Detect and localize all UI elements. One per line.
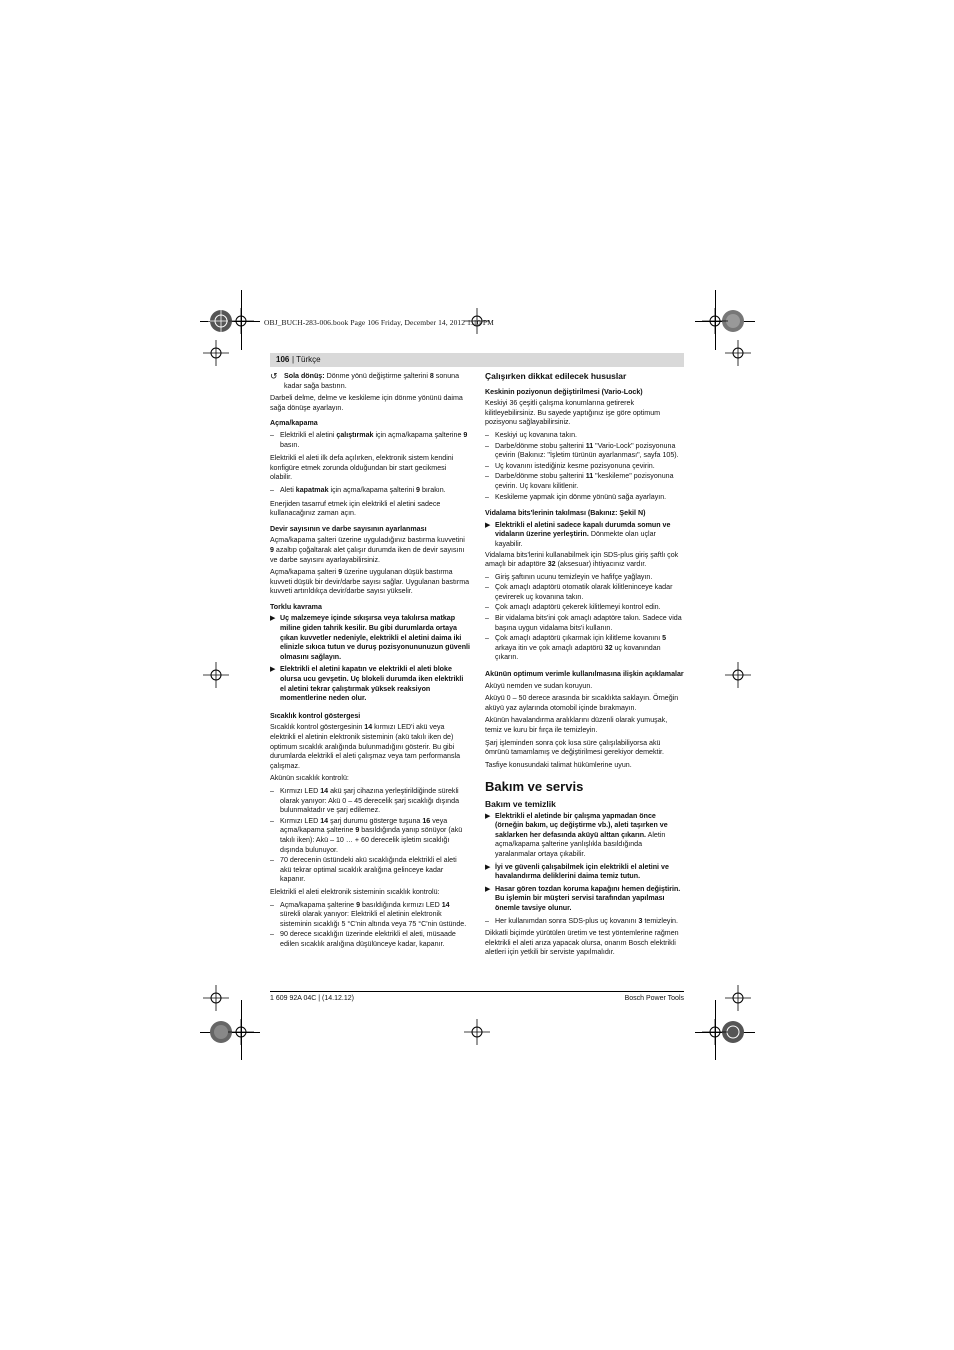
list-item: – Uç kovanını istediğiniz kesme pozisyonuna çevirin.	[485, 461, 655, 470]
page-number: 106	[276, 355, 290, 364]
arrow-icon: ▶	[485, 811, 491, 820]
section-heading: Çalışırken dikkat edilecek hususlar	[485, 371, 627, 381]
crosshair-mark-icon	[228, 308, 254, 334]
paragraph: Darbeli delme, delme ve keskileme için dönme yönünü daima sağa dönüşe ayarlayın.	[270, 394, 463, 412]
warning-item: ▶ Hasar gören tozdan koruma kapağını hemen değiştirin. Bu işlemin bir müşteri servisi tarafından yapılması önemle tavsiye olunur.	[485, 884, 681, 912]
warning-item: ▶ Elektrikli el aletini sadece kapalı durumda somun ve vidaların üzerine yerleştirin. Dönmekte olan uçlar kayabilir.	[485, 520, 671, 548]
list-item: – Çok amaçlı adaptörü çıkarmak için kilitleme kovanını 5 arkaya itin ve çok amaçlı adaptörü 32 uç kovanından çıkarın.	[485, 634, 667, 662]
list-item: – Her kullanımdan sonra SDS-plus uç kovanını 3 temizleyin.	[485, 916, 678, 925]
paragraph: Elektrikli el aleti elektronik sisteminin sıcaklık kontrolü:	[270, 887, 440, 896]
crosshair-mark-icon	[725, 662, 751, 688]
paragraph: Sıcaklık kontrol göstergesinin 14 kırmızı LED'i akü veya elektrikli el aletinin elektronik sisteminin (akü takılı iken de) optimum sıcaklık aralığında bulunmadığını gösterir. Bu gibi durumlarda elektrikli el aleti çalışmaz veya tam performansla çalışmaz.	[270, 723, 461, 770]
warning-item: ▶ Elektrikli el aletinde bir çalışma yapmadan önce (örneğin bakım, uç değiştirme vb.), aleti taşırken ve saklarken her defasında aküyü alttan çıkarın. Aletin açma/kapama şalterine yanlışlıkla basıldığında yaralanmalar ortaya çıkabilir.	[485, 811, 668, 858]
paragraph: Açma/kapama şalteri üzerine uyguladığınız bastırma kuvvetini 9 azaltıp çoğaltarak alet çalışır durumda iken de devir sayısını ve darbe sayısını ayarlayabilirsiniz.	[270, 536, 465, 564]
list-item: – Aleti kapatmak için açma/kapama şalterini 9 bırakın.	[270, 485, 446, 494]
paragraph: Aküyü nemden ve sudan koruyun.	[485, 681, 593, 690]
arrow-icon: ▶	[270, 665, 276, 674]
list-item: – Kırmızı LED 14 akü şarj cihazına yerleştirildiğinde sürekli olarak yanıyor: Akü 0 – 45 derecelik şarj sıcaklığı dışında bulunmaktadır ve şarj edilemez.	[270, 786, 460, 815]
footer-brand: Bosch Power Tools	[624, 995, 684, 1002]
section-heading: Bakım ve temizlik	[485, 798, 556, 809]
crosshair-mark-icon	[203, 985, 229, 1011]
paragraph: Dikkatli biçimde yürütülen üretim ve test yöntemlerine rağmen elektrikli el aleti arıza yapacak olursa, onarım Bosch elektrikli aletleri için yetkili bir serviste yapılmalıdır.	[485, 929, 679, 957]
warning-item: ▶ Elektrikli el aletini kapatın ve elektrikli el aleti bloke olursa ucu gevşetin. Uç blokeli durumda iken elektrikli el aletini tekrar çalıştırmak yüksek reaksiyon momentlerine neden olur.	[270, 665, 464, 703]
crosshair-mark-icon	[725, 985, 751, 1011]
right-column	[485, 372, 685, 961]
paragraph: ↺ Sola dönüş: Dönme yönü değiştirme şalterini 8 sonuna kadar sağa bastırın.	[270, 371, 460, 390]
list-item: – Darbe/dönme stobu şalterini 11 "Vario-Lock" pozisyonuna çevirin (Bakınız: "İşletim türünün ayarlanması", sayfa 105).	[485, 441, 679, 460]
crosshair-mark-icon	[203, 340, 229, 366]
crosshair-mark-icon	[702, 1019, 728, 1045]
list-item: – Giriş şaftının ucunu temizleyin ve hafifçe yağlayın.	[485, 572, 653, 581]
arrow-icon: ▶	[485, 520, 491, 529]
crosshair-mark-icon	[702, 308, 728, 334]
list-item: – Keskiyi uç kovanına takın.	[485, 430, 578, 439]
crosshair-mark-icon	[203, 662, 229, 688]
paragraph: Enerjiden tasarruf etmek için elektrikli el aletini sadece kullanacağınız zaman açın.	[270, 499, 441, 518]
file-info: OBJ_BUCH-283-006.book Page 106 Friday, December 14, 2012 1:10 PM	[264, 318, 494, 327]
list-item: – Keskileme yapmak için dönme yönünü sağa ayarlayın.	[485, 492, 667, 501]
paragraph: Aküyü 0 – 50 derece arasında bir sıcaklıkta saklayın. Örneğin aküyü yaz aylarında otomobil içinde bırakmayın.	[485, 694, 679, 712]
paragraph: Akünün havalandırma aralıklarını düzenli olarak yumuşak, temiz ve kuru bir fırça ile temizleyin.	[485, 716, 668, 734]
section-heading: Keskinin poziyonun değiştirilmesi (Vario-Lock)	[485, 387, 643, 396]
paragraph: Keskiyi 36 çeşitli çalışma konumlarına getirerek kilitleyebilirsiniz. Bu sayede yaptığınız işe göre optimum pozisyonu sağlayabilirsiniz.	[485, 399, 661, 427]
section-heading: Vidalama bits'lerinin takılması (Bakınız: Şekil N)	[485, 509, 646, 518]
list-item: – Bir vidalama bits'ini çok amaçlı adaptöre takın. Sadece vida başına uygun vidalama bits'i kullanın.	[485, 614, 682, 632]
list-item: – Elektrikli el aletini çalıştırmak için açma/kapama şalterine 9 basın.	[270, 430, 468, 449]
list-item: – 70 derecenin üstündeki akü sıcaklığında elektrikli el aleti akü tekrar optimal sıcaklık aralığına gelinceye kadar kapanır.	[270, 856, 457, 884]
chapter-heading: Bakım ve servis	[485, 779, 584, 795]
warning-item: ▶ Uç malzemeye içinde sıkışırsa veya takılırsa matkap miline giden tahrik kesilir. Bu gibi durumlarda ortaya çıkan kuvvetler nedeniyle, elektrikli el aletini daima iki elinizle sıkıca tutun ve duruş pozisyonununuzun güvenli olmasını sağlayın.	[270, 614, 470, 661]
list-item: – Çok amaçlı adaptörü otomatik olarak kilitleninceye kadar çevirerek uç kovanına takın.	[485, 583, 673, 601]
list-item: – Açma/kapama şalterine 9 basıldığında kırmızı LED 14 sürekli olarak yanıyor: Elektrikli el aletinin elektronik sisteminin sıcaklığı 5 °C'nin altında veya 75 °C'nin üstünde.	[270, 900, 467, 928]
paragraph: Açma/kapama şalteri 9 üzerine uygulanan düşük bastırma kuvveti düşük bir devir/darbe sayısı sağlar. Uygulanan bastırma kuvveti artırıldıkça devir/darbe sayısı yükselir.	[270, 568, 470, 596]
footer-doc-number: 1 609 92A 04C | (14.12.12)	[270, 995, 354, 1002]
paragraph: Elektrikli el aleti ilk defa açılırken, elektronik sistem kendini konfigüre etmek zorunda olduğundan bir start gecikmesi olabilir.	[270, 454, 454, 482]
section-heading: Torklu kavrama	[270, 602, 322, 611]
section-heading: Sıcaklık kontrol göstergesi	[270, 711, 361, 720]
crosshair-mark-icon	[228, 1019, 254, 1045]
crosshair-mark-icon	[725, 340, 751, 366]
rotate-left-icon: ↺	[270, 371, 278, 381]
list-item: – Çok amaçlı adaptörü çekerek kilitlemeyi kontrol edin.	[485, 603, 661, 612]
paragraph: Vidalama bits'lerini kullanabilmek için SDS-plus giriş şaftlı çok amaçlı bir adaptöre 32 (aksesuar) ihtiyacınız vardır.	[485, 550, 679, 569]
header-bar	[270, 353, 684, 367]
paragraph: Şarj işleminden sonra çok kısa süre çalışılabiliyorsa akü ömrünü tamamlamış ve değiştirilmesi gerekiyor demektir.	[485, 738, 664, 757]
language-label: | Türkçe	[292, 355, 321, 364]
list-item: – Kırmızı LED 14 şarj durumu gösterge tuşuna 16 veya açma/kapama şalterine 9 basıldığında yanıp sönüyor (akü takılı iken): Akü – 10 … + 60 derecelik işletim sıcaklığı dışında bulunuyor.	[270, 816, 463, 854]
section-heading: Açma/kapama	[270, 419, 318, 428]
crosshair-mark-icon	[464, 1019, 490, 1045]
section-heading: Devir sayısının ve darbe sayısının ayarlanması	[270, 524, 427, 533]
arrow-icon: ▶	[485, 862, 491, 871]
left-column	[270, 372, 470, 950]
arrow-icon: ▶	[270, 614, 276, 623]
list-item: – 90 derece sıcaklığın üzerinde elektrikli el aleti, müsaade edilen sıcaklık aralığına düşülünceye kadar, kapanır.	[270, 930, 456, 948]
arrow-icon: ▶	[485, 884, 491, 893]
section-heading: Akünün optimum verimle kullanılmasına ilişkin açıklamalar	[485, 670, 684, 679]
warning-item: ▶ İyi ve güvenli çalışabilmek için elektrikli el aletini ve havalandırma deliklerini daima temiz tutun.	[485, 862, 669, 881]
paragraph: Tasfiye konusundaki talimat hükümlerine uyun.	[485, 760, 632, 769]
paragraph: Akünün sıcaklık kontrolü:	[270, 774, 349, 783]
list-item: – Darbe/dönme stobu şalterini 11 "keskileme" pozisyonuna çevirin. Uç kovanı kilitlenir.	[485, 472, 674, 490]
footer-divider	[270, 991, 684, 992]
